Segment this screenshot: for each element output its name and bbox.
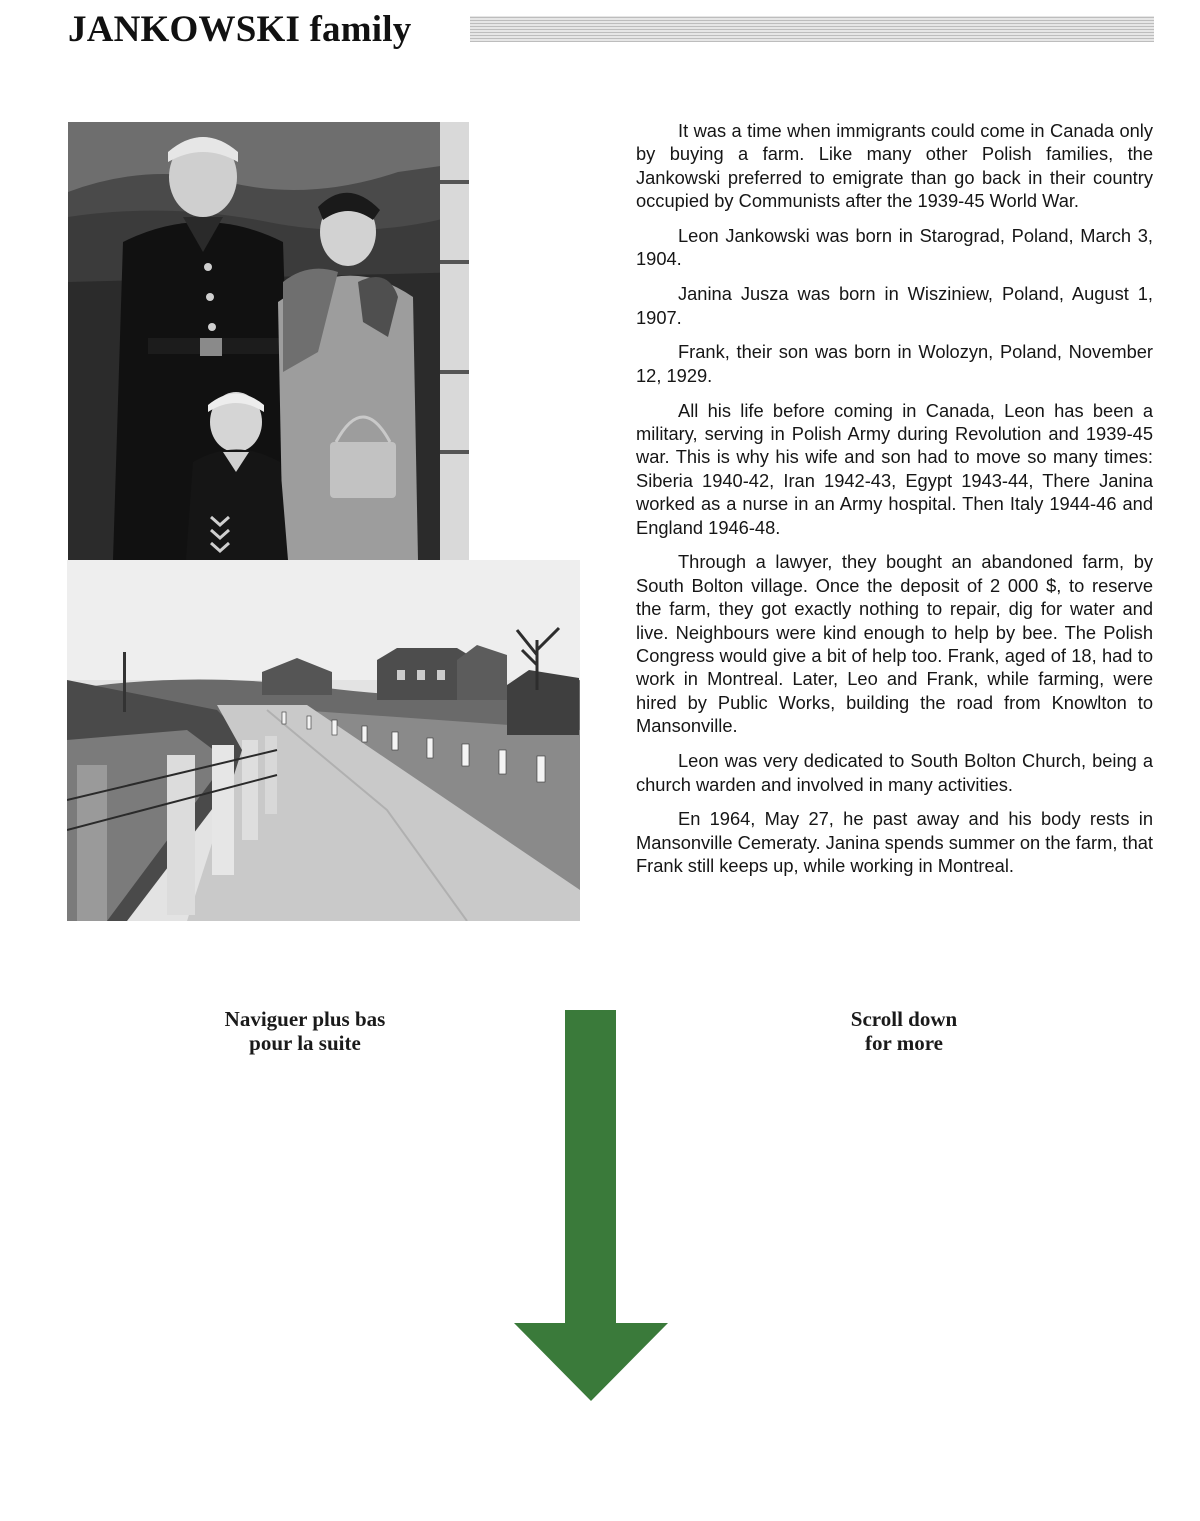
scroll-hint-english <box>814 1007 994 1055</box>
title-rule <box>470 16 1154 42</box>
arrow-down-icon[interactable] <box>514 1010 668 1401</box>
article-paragraph: Frank, their son was born in Wolozyn, Poland, November 12, 1929. <box>636 341 1153 386</box>
article-paragraph: It was a time when immigrants could come in Canada only by buying a farm. Like many other Polish families, the Jankowski preferred to emigrate than go back in their country occupied by Communists after the 1939-45 World War. <box>636 120 1153 212</box>
family-portrait-photo <box>68 122 469 560</box>
scroll-hint-french-line1: Naviguer plus bas <box>224 1007 386 1031</box>
article-paragraph: Leon Jankowski was born in Starograd, Poland, March 3, 1904. <box>636 225 1153 270</box>
article-paragraph: En 1964, May 27, he past away and his body rests in Mansonville Cemeraty. Janina spends summer on the farm, that Frank still keeps up, while working in Montreal. <box>636 808 1153 877</box>
article-paragraph: Through a lawyer, they bought an abandoned farm, by South Bolton village. Once the deposit of 2 000 $, to reserve the farm, they got exactly nothing to repair, dig for water and live. Neighbours were kind enough to help by bee. The Polish Congress would give a bit of help too. Frank, aged of 18, had to work in Montreal. Later, Leo and Frank, while farming, were hired by Public Works, building the road from Knowlton to Mansonville. <box>636 551 1153 737</box>
scroll-hint-french-line2: pour la suite <box>249 1031 361 1055</box>
scroll-hint-english-line1: Scroll down <box>850 1007 958 1031</box>
article-body <box>636 119 1153 889</box>
scroll-hint-french <box>194 1007 416 1055</box>
farm-road-photo <box>67 560 580 921</box>
article-paragraph: All his life before coming in Canada, Leon has been a military, serving in Polish Army during Revolution and 1939-45 war. This is why his wife and son had to move so many times: Siberia 1940-42, Iran 1942-43, Egypt 1943-44, There Janina worked as a nurse in an Army hospital. Then Italy 1944-46 and England 1946-48. <box>636 399 1153 538</box>
page-title: JANKOWSKI family <box>68 9 412 50</box>
article-paragraph: Janina Jusza was born in Wisziniew, Poland, August 1, 1907. <box>636 283 1153 328</box>
article-paragraph: Leon was very dedicated to South Bolton Church, being a church warden and involved in many activities. <box>636 750 1153 795</box>
scroll-hint-english-line2: for more <box>865 1031 943 1055</box>
